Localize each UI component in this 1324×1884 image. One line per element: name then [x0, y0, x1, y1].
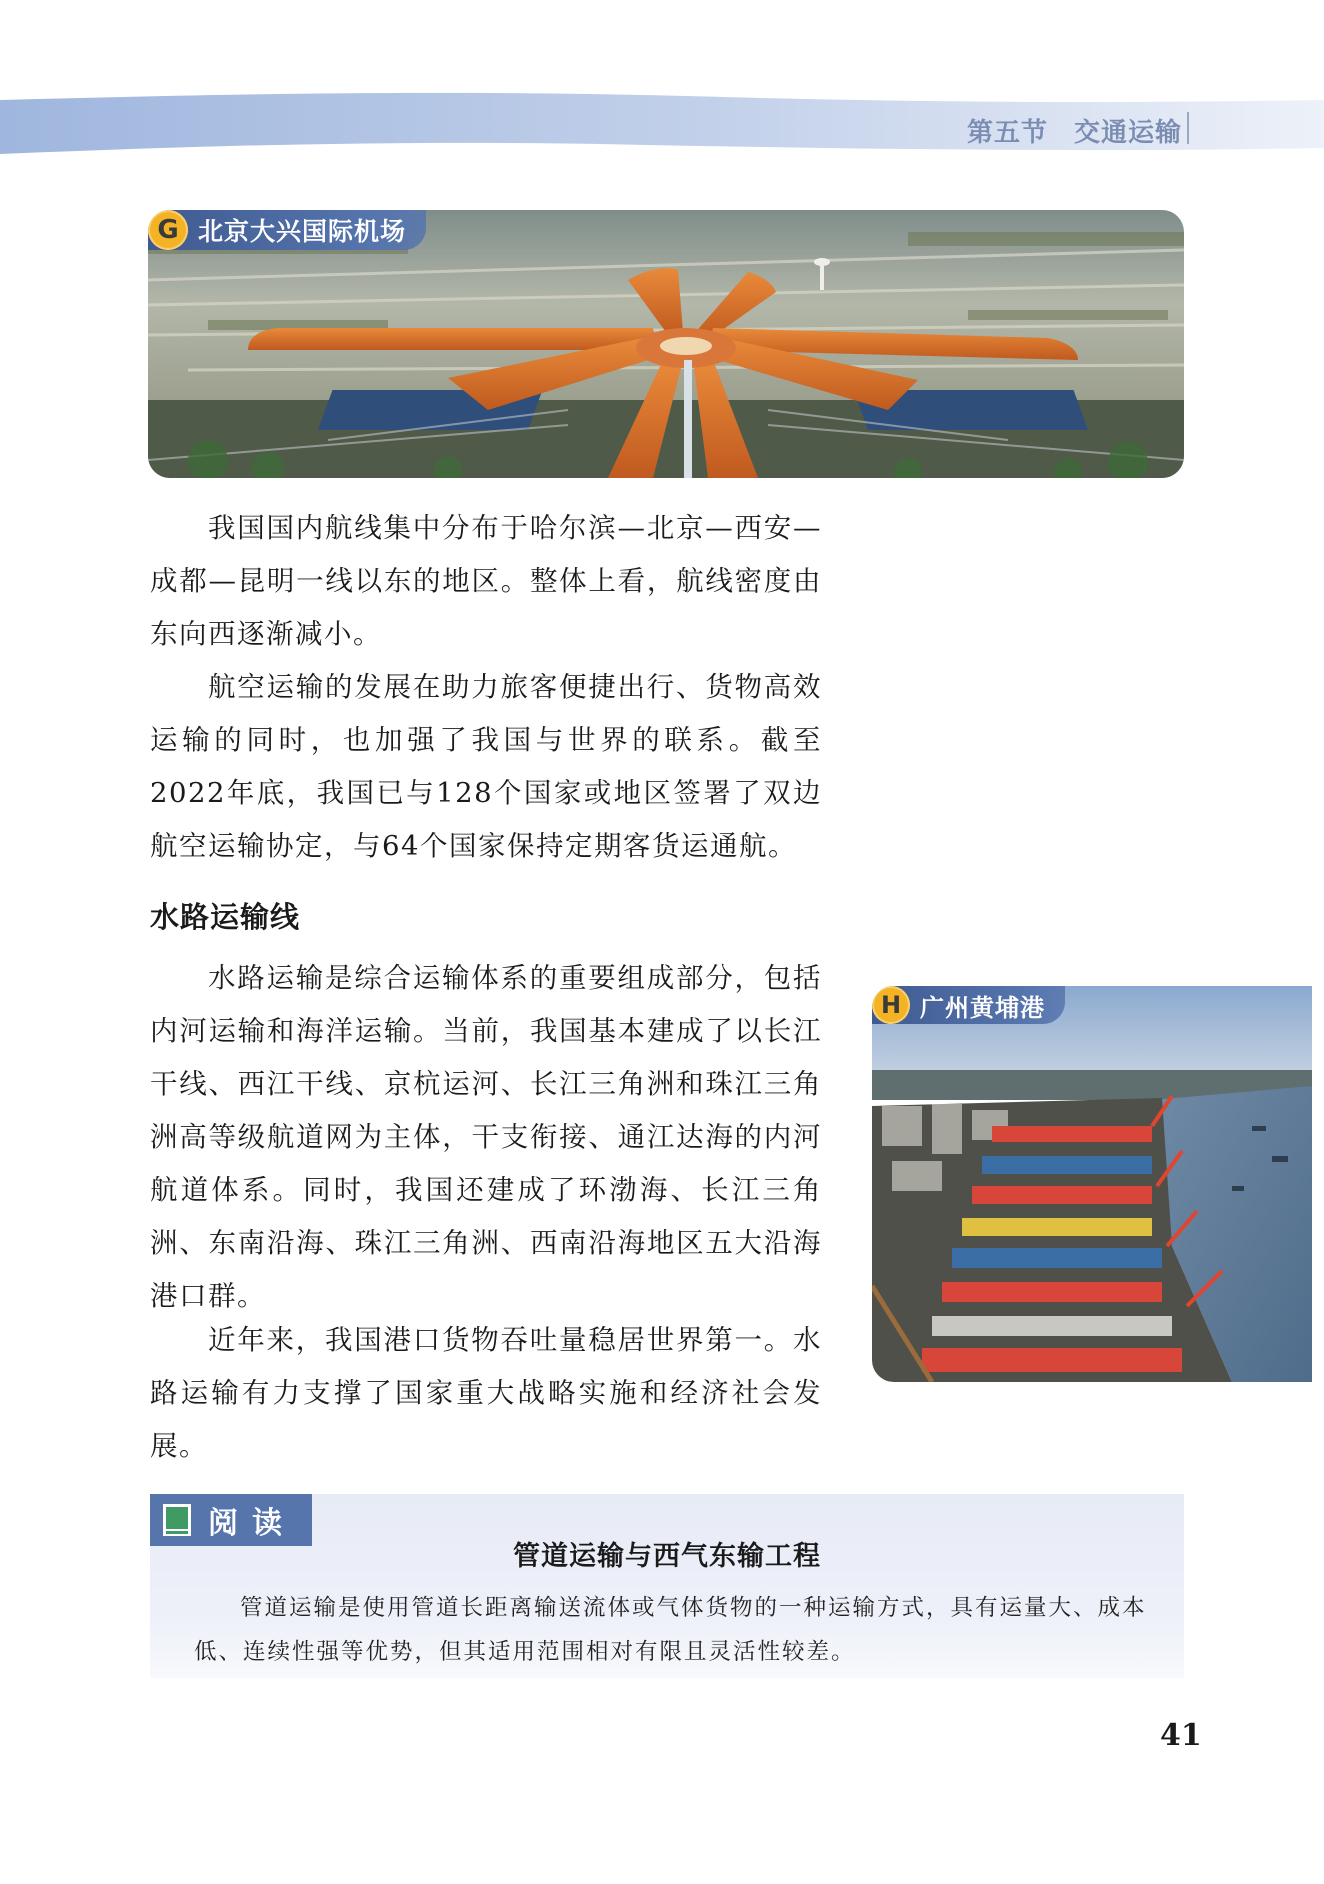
reading-title: 管道运输与西气东输工程	[513, 1541, 821, 1572]
figure-port	[872, 986, 1312, 1382]
figure-caption-airport: 北京大兴国际机场	[198, 217, 407, 246]
reading-box	[150, 1494, 1184, 1678]
book-icon	[162, 1503, 192, 1537]
figure-label-port	[872, 986, 1065, 1024]
airport-photo	[148, 210, 1184, 478]
port-photo	[872, 986, 1312, 1382]
figure-label-airport	[148, 210, 426, 250]
figure-badge-h: H	[872, 986, 910, 1024]
waterway-paragraph-1: 水路运输是综合运输体系的重要组成部分，包括内河运输和海洋运输。当前，我国基本建成了以长江干线、西江干线、京杭运河、长江三角洲和珠江三角洲高等级航道网为主体，干支衔接、通江达海的内河航道体系。同时，我国还建成了环渤海、长江三角洲、东南沿海、珠江三角洲、西南沿海地区五大沿海港口群。	[150, 962, 822, 1312]
reading-text: 管道运输是使用管道长距离输送流体或气体货物的一种运输方式，具有运量大、成本低、连续性强等优势，但其适用范围相对有限且灵活性较差。	[194, 1595, 1147, 1665]
header-title	[967, 112, 1182, 149]
figure-badge-g: G	[148, 210, 188, 250]
header-chapter: 交通运输	[1073, 118, 1182, 148]
header-divider	[1187, 112, 1189, 144]
figure-airport	[148, 210, 1184, 478]
section-title-waterway: 水路运输线	[150, 900, 301, 934]
aviation-paragraph-2: 航空运输的发展在助力旅客便捷出行、货物高效运输的同时，也加强了我国与世界的联系。截至2022年底，我国已与128个国家或地区签署了双边航空运输协定，与64个国家保持定期客货运通航。	[150, 671, 822, 862]
waterway-paragraph-2: 近年来，我国港口货物吞吐量稳居世界第一。水路运输有力支撑了国家重大战略实施和经济社会发展。	[150, 1324, 822, 1462]
page-number: 41	[1160, 1718, 1202, 1753]
aviation-paragraph-1: 我国国内航线集中分布于哈尔滨—北京—西安—成都—昆明一线以东的地区。整体上看，航线密度由东向西逐渐减小。	[150, 512, 822, 650]
reading-label: 阅读	[208, 1506, 296, 1541]
header-section: 第五节	[966, 118, 1048, 148]
figure-caption-port: 广州黄埔港	[920, 993, 1045, 1022]
